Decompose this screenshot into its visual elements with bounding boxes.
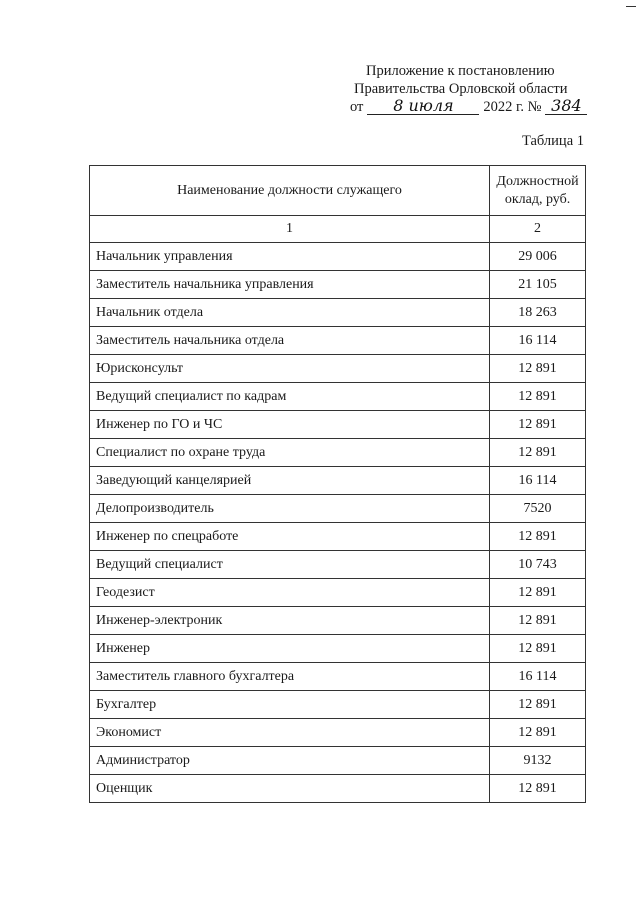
table-row: [90, 271, 586, 299]
appendix-authority: Правительства Орловской области: [354, 81, 568, 97]
column-number: 2: [490, 216, 586, 243]
table-row: [90, 327, 586, 355]
salary-cell: 29 006: [490, 243, 586, 271]
salary-cell: 12 891: [490, 439, 586, 467]
salary-cell: 12 891: [490, 775, 586, 803]
table-row: [90, 467, 586, 495]
table-body: [90, 216, 586, 803]
position-name-cell: Начальник отдела: [90, 299, 490, 327]
table-row: [90, 691, 586, 719]
table-row: [90, 663, 586, 691]
position-name-cell: Начальник управления: [90, 243, 490, 271]
date-prefix: от: [350, 99, 364, 115]
position-name-cell: Инженер-электроник: [90, 607, 490, 635]
position-name-cell: Заместитель главного бухгалтера: [90, 663, 490, 691]
salary-cell: 12 891: [490, 411, 586, 439]
salary-cell: 16 114: [490, 663, 586, 691]
table-row: [90, 299, 586, 327]
position-name-cell: Заместитель начальника управления: [90, 271, 490, 299]
table-row: [90, 719, 586, 747]
salary-cell: 18 263: [490, 299, 586, 327]
salary-cell: 12 891: [490, 635, 586, 663]
table-row: [90, 411, 586, 439]
salary-cell: 12 891: [490, 579, 586, 607]
position-name-cell: Делопроизводитель: [90, 495, 490, 523]
salary-cell: 10 743: [490, 551, 586, 579]
table-row: [90, 747, 586, 775]
salary-cell: 16 114: [490, 467, 586, 495]
position-name-cell: Экономист: [90, 719, 490, 747]
table-row: [90, 775, 586, 803]
position-name-cell: Инженер по спецработе: [90, 523, 490, 551]
table-row: [90, 635, 586, 663]
table-caption: Таблица 1: [521, 133, 584, 149]
table-header-row: [90, 166, 586, 216]
position-name-cell: Ведущий специалист по кадрам: [90, 383, 490, 411]
year-text: 2022 г. №: [483, 99, 542, 115]
position-name-cell: Ведущий специалист: [90, 551, 490, 579]
table-row: [90, 243, 586, 271]
position-name-cell: Юрисконсульт: [90, 355, 490, 383]
table-row: [90, 607, 586, 635]
position-name-cell: Оценщик: [90, 775, 490, 803]
handwritten-number: 384: [545, 98, 587, 115]
position-name-cell: Заместитель начальника отдела: [90, 327, 490, 355]
position-name-cell: Заведующий канцелярией: [90, 467, 490, 495]
salary-cell: 21 105: [490, 271, 586, 299]
salary-cell: 12 891: [490, 691, 586, 719]
table-row: [90, 523, 586, 551]
salary-cell: 9132: [490, 747, 586, 775]
corner-mark: [626, 6, 636, 7]
table-row: [90, 439, 586, 467]
position-name-cell: Администратор: [90, 747, 490, 775]
salary-cell: 12 891: [490, 607, 586, 635]
salary-cell: 12 891: [490, 355, 586, 383]
position-name-cell: Инженер по ГО и ЧС: [90, 411, 490, 439]
header-salary: Должностной оклад, руб.: [490, 166, 586, 216]
position-name-cell: Специалист по охране труда: [90, 439, 490, 467]
table-row: [90, 383, 586, 411]
salary-table: [89, 165, 586, 803]
column-number: 1: [90, 216, 490, 243]
appendix-date-line: [350, 98, 587, 116]
salary-cell: 12 891: [490, 383, 586, 411]
table-row: [90, 579, 586, 607]
handwritten-date: 8 июля: [367, 98, 479, 115]
table-row: [90, 355, 586, 383]
position-name-cell: Инженер: [90, 635, 490, 663]
column-number-row: [90, 216, 586, 243]
salary-cell: 7520: [490, 495, 586, 523]
appendix-title: Приложение к постановлению: [366, 63, 555, 79]
header-position-name: Наименование должности служащего: [90, 166, 490, 216]
salary-cell: 16 114: [490, 327, 586, 355]
table-row: [90, 495, 586, 523]
position-name-cell: Бухгалтер: [90, 691, 490, 719]
salary-cell: 12 891: [490, 523, 586, 551]
position-name-cell: Геодезист: [90, 579, 490, 607]
salary-cell: 12 891: [490, 719, 586, 747]
table-row: [90, 551, 586, 579]
